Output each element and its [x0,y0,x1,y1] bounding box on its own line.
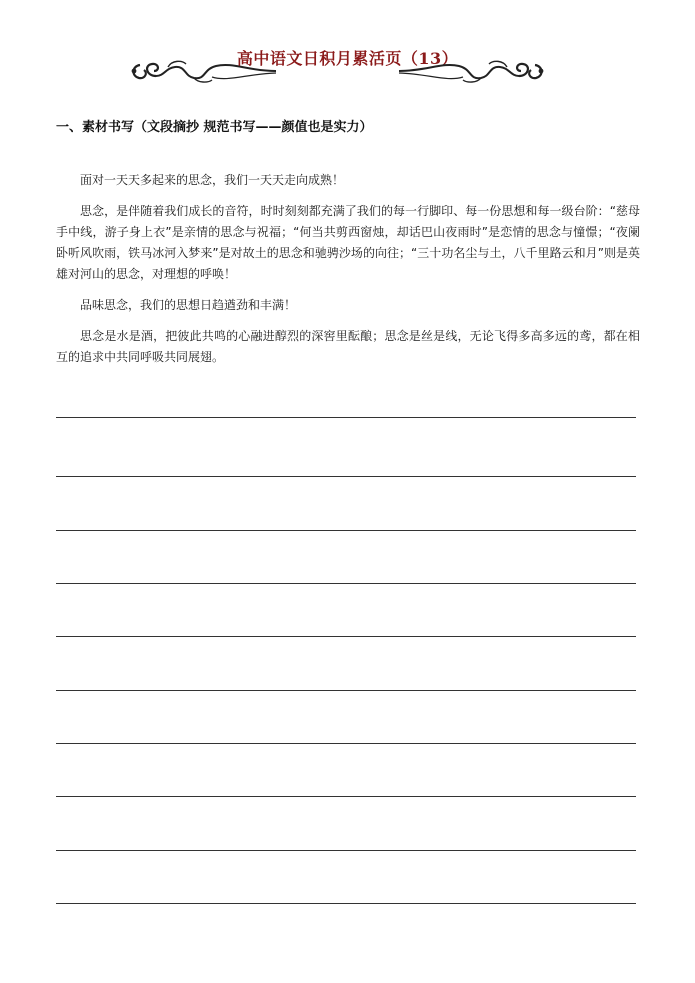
writing-line-9 [56,850,636,851]
paragraph-4: 思念是水是酒，把彼此共鸣的心融进醇烈的深窖里酝酿；思念是丝是线，无论飞得多高多远的鸢，都在相互的追求中共同呼吸共同展翅。 [56,329,640,364]
writing-line-10 [56,903,636,904]
section-heading: 一、素材书写（文段摘抄 规范书写——颜值也是实力） [56,120,373,135]
writing-line-8 [56,796,636,797]
writing-line-2 [56,476,636,477]
writing-line-3 [56,530,636,531]
passage [56,170,640,378]
writing-line-1 [56,417,636,418]
writing-line-4 [56,583,636,584]
right-flourish-ornament [397,56,547,86]
paragraph-2: 思念，是伴随着我们成长的音符，时时刻刻都充满了我们的每一行脚印、每一份思想和每一级台阶：“慈母手中线，游子身上衣”是亲情的思念与祝福；“何当共剪西窗烛，却话巴山夜雨时”是恋情的思念与憧憬；“夜阑卧听风吹雨，铁马冰河入梦来”是对故土的思念和驰骋沙场的向往；“三十功名尘与土，八千里路云和月”则是英雄对河山的思念，对理想的呼唤！ [56,204,640,281]
writing-line-6 [56,690,636,691]
writing-line-7 [56,743,636,744]
page-header [0,40,695,90]
page-title: 高中语文日积月累活页（13） [236,49,459,68]
paragraph-3: 品味思念，我们的思想日趋遒劲和丰满！ [80,298,297,312]
paragraph-1: 面对一天天多起来的思念，我们一天天走向成熟！ [80,173,345,187]
writing-line-5 [56,636,636,637]
